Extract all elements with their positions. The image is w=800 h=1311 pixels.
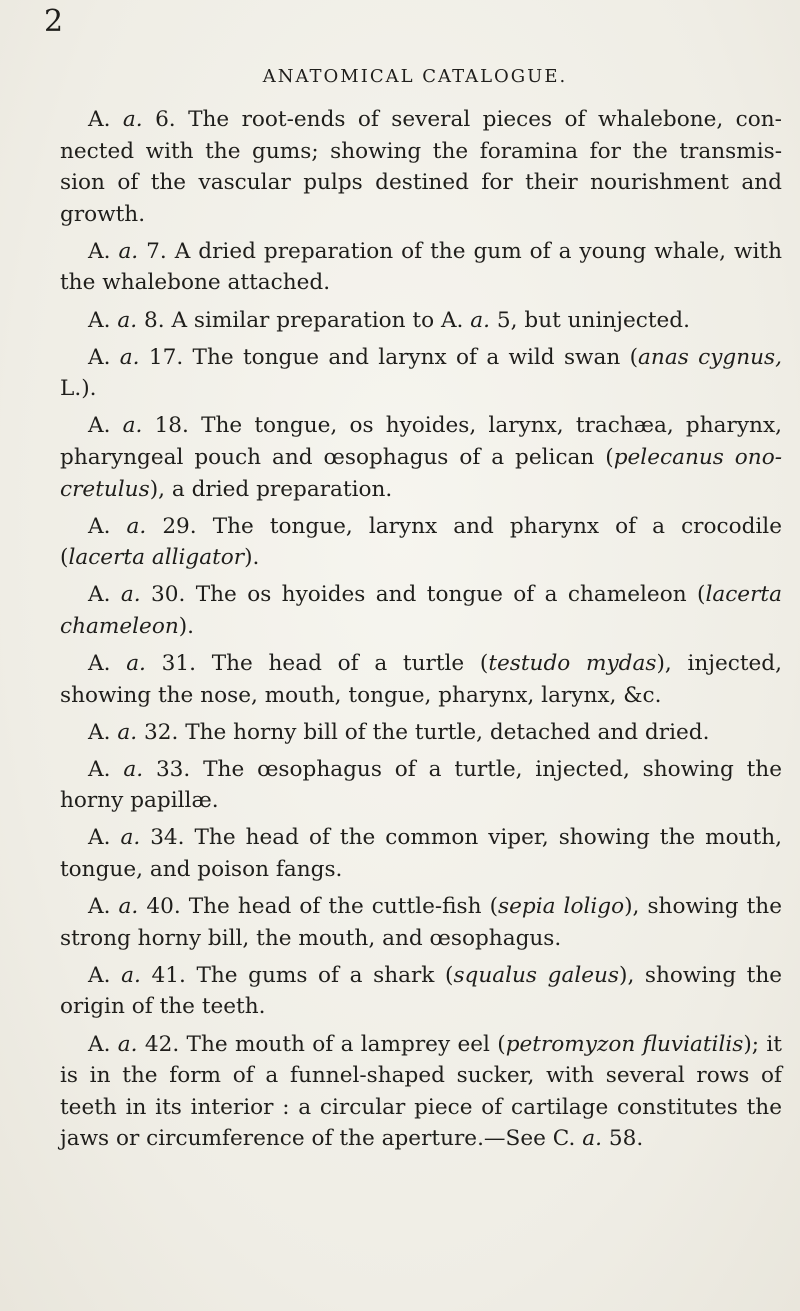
entry-series: A. [88, 238, 111, 264]
entry-description: L.). [60, 376, 97, 402]
catalogue-entry [60, 822, 782, 885]
catalogue-entry [60, 342, 782, 405]
entry-number: 6. [155, 107, 176, 132]
entry-subseries: a. [122, 413, 143, 439]
entry-subseries: a. [117, 719, 138, 745]
entry-description: ), showing the origin of the teeth. [60, 962, 782, 1020]
entry-subseries: a. [121, 962, 141, 988]
entry-description: A similar preparation to A. [171, 307, 471, 333]
entry-series: A. [88, 962, 111, 988]
entry-subseries: a. [126, 651, 146, 676]
entry-number: 33. [155, 756, 191, 782]
entry-number: 30. [151, 582, 186, 608]
page-number: 2 [44, 4, 64, 39]
entry-number: 41. [151, 962, 186, 988]
entry-series: A. [88, 307, 111, 333]
entry-description: The root-ends of several pieces of whalebone, con-nected with the gums; showing the foramina for the transmis-sion of the vascular pulps destined for their nourishment and growth. [60, 107, 782, 227]
entry-subseries: a. [120, 825, 141, 851]
entry-series: A. [88, 1031, 111, 1057]
catalogue-entry [60, 579, 782, 642]
catalogue-entry [60, 511, 782, 574]
entry-description: The tongue, larynx and pharynx of a crocodile ( [60, 513, 782, 571]
entry-series: A. [88, 513, 111, 539]
entry-series: A. [88, 413, 111, 439]
entry-subseries: a. [118, 238, 139, 264]
entry-latin-name: lacerta chameleon [60, 582, 782, 639]
catalogue-entries [60, 104, 782, 1160]
catalogue-entry [60, 754, 782, 817]
catalogue-entry [60, 891, 782, 954]
entry-subseries: a. [119, 344, 140, 370]
entry-latin-name: a. [582, 1126, 602, 1152]
entry-latin-name: anas cygnus, [638, 344, 782, 370]
catalogue-entry [60, 1029, 782, 1155]
entry-description: ), a dried preparation. [149, 476, 393, 502]
entry-description: 5, but uninjected. [490, 307, 690, 333]
entry-latin-name: lacerta alligator [68, 545, 245, 571]
entry-number: 17. [148, 344, 184, 370]
entry-number: 31. [161, 651, 196, 676]
entry-series: A. [88, 825, 111, 851]
entry-subseries: a. [126, 513, 147, 539]
entry-latin-name: squalus galeus [453, 962, 620, 988]
entry-description: The tongue and larynx of a wild swan ( [192, 344, 639, 370]
entry-series: A. [88, 894, 111, 920]
entry-number: 18. [154, 413, 189, 439]
entry-subseries: a. [118, 894, 139, 920]
entry-latin-name: petromyzon fluviatilis [505, 1031, 744, 1057]
catalogue-entry [60, 410, 782, 505]
catalogue-entry [60, 648, 782, 711]
entry-description: A dried preparation of the gum of a young whale, with the whalebone attached. [60, 238, 782, 296]
entry-latin-name: sepia loligo [498, 894, 625, 920]
entry-description: The œsophagus of a turtle, injected, showing the horny papillæ. [60, 756, 782, 814]
entry-series: A. [88, 582, 111, 608]
entry-number: 29. [162, 513, 197, 539]
catalogue-entry [60, 960, 782, 1023]
entry-series: A. [88, 756, 111, 782]
entry-number: 32. [143, 719, 179, 745]
entry-number: 8. [143, 307, 165, 333]
entry-description: ), injected, showing the nose, mouth, tongue, pharynx, larynx, &c. [60, 651, 782, 708]
entry-description: ); it is in the form of a funnel-shaped sucker, with several rows of teeth in its interior : a circular piece of cartilage constitutes the jaws or circumference of the aperture.—See C. [60, 1031, 782, 1152]
entry-series: A. [88, 651, 111, 676]
entry-number: 40. [146, 894, 181, 920]
entry-description: ), showing the strong horny bill, the mouth, and œsophagus. [60, 894, 782, 951]
catalogue-entry [60, 236, 782, 299]
catalogue-entry [60, 717, 782, 749]
entry-subseries: a. [117, 307, 138, 333]
entry-series: A. [88, 107, 111, 132]
entry-description: The head of the cuttle-fish ( [188, 894, 499, 920]
entry-description: The head of a turtle ( [211, 651, 489, 676]
entry-series: A. [88, 719, 111, 745]
entry-description: The tongue, os hyoides, larynx, trachæa, pharynx, pharyngeal pouch and œsophagus of a pelican ( [60, 413, 782, 470]
entry-subseries: a. [117, 1031, 138, 1057]
entry-subseries: a. [123, 756, 144, 782]
entry-subseries: a. [122, 107, 143, 132]
entry-latin-name: a. [470, 307, 491, 333]
entry-description: The gums of a shark ( [196, 962, 454, 988]
entry-description: ). [244, 545, 260, 571]
running-head: ANATOMICAL CATALOGUE. [262, 66, 568, 87]
entry-number: 34. [150, 825, 185, 851]
entry-latin-name: testudo mydas [488, 651, 657, 676]
catalogue-entry [60, 305, 782, 337]
entry-description: The horny bill of the turtle, detached and dried. [185, 719, 710, 745]
entry-description: The mouth of a lamprey eel ( [186, 1031, 506, 1057]
entry-description: The os hyoides and tongue of a chameleon ( [195, 582, 706, 608]
entry-description: The head of the common viper, showing the mouth, tongue, and poison fangs. [60, 825, 782, 883]
catalogue-entry [60, 104, 782, 230]
entry-latin-name: pelecanus ono-cretulus [60, 444, 782, 502]
entry-subseries: a. [120, 582, 141, 608]
entry-series: A. [88, 344, 111, 370]
entry-number: 7. [146, 238, 167, 264]
entry-description: ). [178, 613, 195, 639]
entry-description: 58. [601, 1126, 644, 1152]
entry-number: 42. [144, 1031, 180, 1057]
